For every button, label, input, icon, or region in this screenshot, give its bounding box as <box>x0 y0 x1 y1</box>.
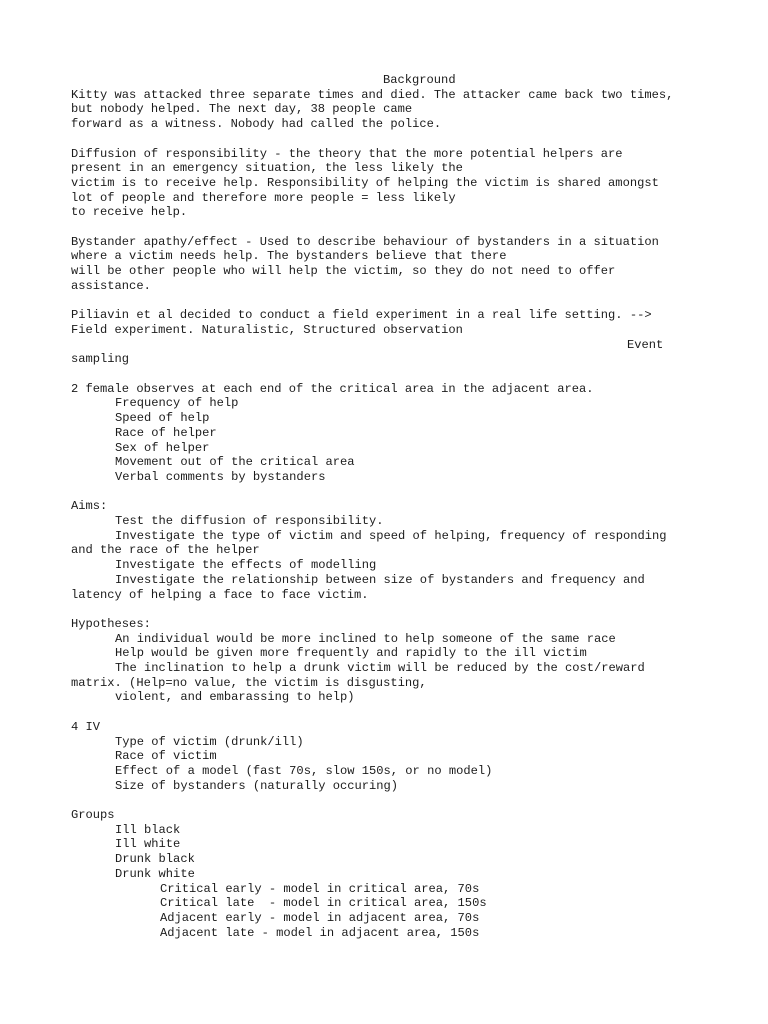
list-item: Help would be given more frequently and rapidly to the ill victim <box>115 646 587 661</box>
text-line: Piliavin et al decided to conduct a field experiment in a real life setting. --> <box>71 308 652 323</box>
text-line: Diffusion of responsibility - the theory that the more potential helpers are <box>71 146 623 161</box>
text-line: victim is to receive help. Responsibility of helping the victim is shared amongst <box>71 175 659 190</box>
list-item: Frequency of help <box>115 396 239 411</box>
text-line: Field experiment. Naturalistic, Structured observation <box>71 322 463 337</box>
list-item: Verbal comments by bystanders <box>115 469 326 484</box>
text-line: present in an emergency situation, the less likely the <box>71 161 463 176</box>
list-item: The inclination to help a drunk victim will be reduced by the cost/reward <box>115 661 645 675</box>
text-line: 2 female observes at each end of the critical area in the adjacent area. <box>71 381 594 396</box>
text-line: sampling <box>71 352 130 367</box>
text-line: Kitty was attacked three separate times and died. The attacker came back two times, <box>71 87 674 102</box>
list-item: Adjacent early - model in adjacent area, 70s <box>160 910 480 925</box>
list-item: Investigate the type of victim and speed of helping, frequency of responding <box>115 528 667 543</box>
list-item: Movement out of the critical area <box>115 455 355 470</box>
list-item: Ill white <box>115 837 181 852</box>
text-line: forward as a witness. Nobody had called the police. <box>71 117 442 132</box>
section-heading: Groups <box>71 808 115 822</box>
list-item: Drunk black <box>115 852 195 867</box>
text-line: violent, and embarassing to help) <box>115 690 355 705</box>
text-line: where a victim needs help. The bystanders believe that there <box>71 249 507 264</box>
text-line: Event <box>627 337 664 352</box>
list-item: Investigate the relationship between size of bystanders and frequency and <box>115 572 645 587</box>
list-item: Race of helper <box>115 425 217 440</box>
list-item: Ill black <box>115 822 181 837</box>
list-item: Investigate the effects of modelling <box>115 558 377 573</box>
text-line: but nobody helped. The next day, 38 people came <box>71 102 413 117</box>
section-heading: Aims: <box>71 499 108 514</box>
section-heading: Hypotheses: <box>71 616 151 631</box>
text-line: latency of helping a face to face victim. <box>71 587 369 602</box>
list-item: Speed of help <box>115 411 210 426</box>
list-item: Sex of helper <box>115 440 210 455</box>
list-item: Adjacent late - model in adjacent area, 150s <box>160 925 480 940</box>
text-line: to receive help. <box>71 205 188 220</box>
text-line: lot of people and therefore more people = less likely <box>71 190 456 205</box>
list-item: Critical early - model in critical area, 70s <box>160 881 480 896</box>
list-item: Test the diffusion of responsibility. <box>115 514 384 528</box>
section-heading: 4 IV <box>71 719 101 734</box>
list-item: Size of bystanders (naturally occuring) <box>115 778 399 793</box>
list-item: Drunk white <box>115 866 195 881</box>
list-item: Critical late - model in critical area, 150s <box>160 896 487 911</box>
text-line: matrix. (Help=no value, the victim is disgusting, <box>71 675 427 690</box>
text-line: and the race of the helper <box>71 543 260 558</box>
document-title: Background <box>383 73 456 87</box>
text-line: Bystander apathy/effect - Used to describe behaviour of bystanders in a situation <box>71 234 659 249</box>
list-item: An individual would be more inclined to help someone of the same race <box>115 631 616 646</box>
list-item: Type of victim (drunk/ill) <box>115 734 304 749</box>
text-line: will be other people who will help the victim, so they do not need to offer <box>71 264 616 279</box>
list-item: Race of victim <box>115 749 217 764</box>
text-line: assistance. <box>71 278 151 293</box>
list-item: Effect of a model (fast 70s, slow 150s, or no model) <box>115 763 493 778</box>
